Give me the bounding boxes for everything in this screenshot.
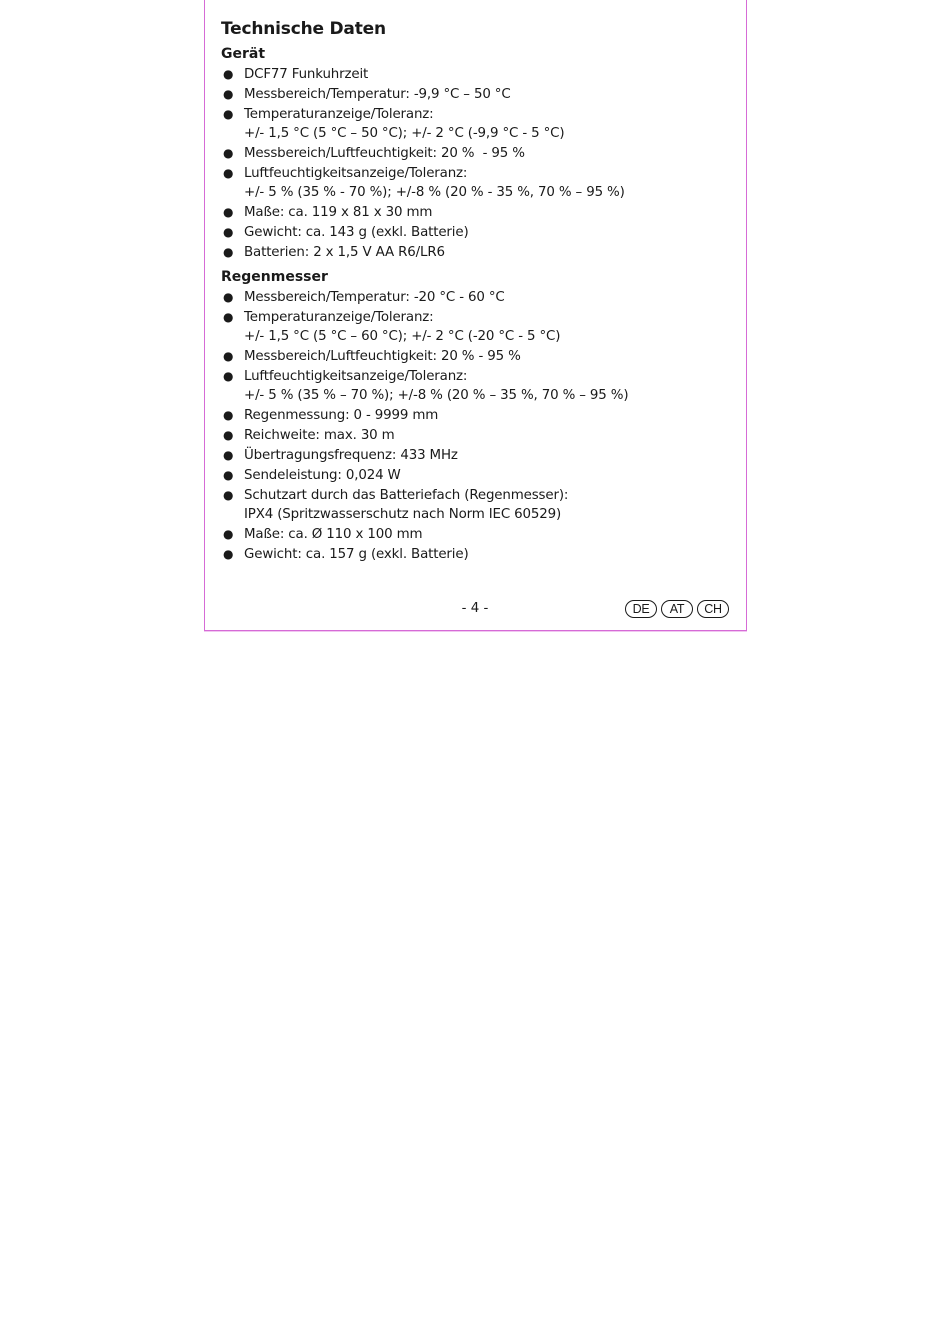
list-item-text: Sendeleistung: 0,024 W <box>244 468 401 483</box>
list-item <box>221 347 731 366</box>
bullet-icon: ● <box>223 67 234 81</box>
page-number: - 4 - <box>461 601 489 616</box>
list-item-text-continued: +/- 5 % (35 % – 70 %); +/-8 % (20 % – 35 %, 70 % – 95 %) <box>244 388 629 403</box>
list-item-text: Maße: ca. Ø 110 x 100 mm <box>244 527 423 542</box>
bullet-icon: ● <box>223 408 234 422</box>
bullet-icon: ● <box>223 448 234 462</box>
bullet-icon: ● <box>223 428 234 442</box>
list-item-text: Schutzart durch das Batteriefach (Regenmesser): <box>244 488 569 503</box>
list-item <box>221 525 731 544</box>
list-item-text: Messbereich/Luftfeuchtigkeit: 20 % - 95 % <box>244 146 525 161</box>
spec-list-regenmesser <box>221 288 731 564</box>
bullet-icon: ● <box>223 146 234 160</box>
list-item <box>221 243 731 262</box>
list-item <box>221 367 731 405</box>
list-item-text: Luftfeuchtigkeitsanzeige/Toleranz: <box>244 166 468 181</box>
bullet-icon: ● <box>223 527 234 541</box>
bullet-icon: ● <box>223 310 234 324</box>
list-item <box>221 446 731 465</box>
section-heading-geraet: Gerät <box>221 46 266 62</box>
bullet-icon: ● <box>223 107 234 121</box>
list-item-text: Regenmessung: 0 - 9999 mm <box>244 408 439 423</box>
list-item-text: Messbereich/Temperatur: -9,9 °C – 50 °C <box>244 87 511 102</box>
document-content <box>221 18 731 565</box>
bullet-icon: ● <box>223 87 234 101</box>
list-item-text: Luftfeuchtigkeitsanzeige/Toleranz: <box>244 369 468 384</box>
bullet-icon: ● <box>223 166 234 180</box>
list-item-text: Maße: ca. 119 x 81 x 30 mm <box>244 205 433 220</box>
list-item <box>221 144 731 163</box>
list-item <box>221 203 731 222</box>
list-item-text: Reichweite: max. 30 m <box>244 428 395 443</box>
list-item <box>221 65 731 84</box>
list-item-text: Messbereich/Luftfeuchtigkeit: 20 % - 95 % <box>244 349 521 364</box>
country-badges <box>625 600 729 618</box>
list-item <box>221 486 731 524</box>
bullet-icon: ● <box>223 488 234 502</box>
bullet-icon: ● <box>223 225 234 239</box>
list-item-text: Temperaturanzeige/Toleranz: <box>244 107 434 122</box>
page-title: Technische Daten <box>221 19 386 39</box>
list-item-text: DCF77 Funkuhrzeit <box>244 67 369 82</box>
country-badge-ch: CH <box>697 600 729 618</box>
list-item <box>221 223 731 242</box>
list-item <box>221 545 731 564</box>
list-item <box>221 85 731 104</box>
bullet-icon: ● <box>223 205 234 219</box>
list-item-text: Temperaturanzeige/Toleranz: <box>244 310 434 325</box>
list-item <box>221 105 731 143</box>
list-item-text-continued: +/- 1,5 °C (5 °C – 60 °C); +/- 2 °C (-20 °C - 5 °C) <box>244 329 561 344</box>
list-item <box>221 288 731 307</box>
country-badge-at: AT <box>661 600 693 618</box>
list-item <box>221 164 731 202</box>
spec-list-geraet <box>221 65 731 262</box>
bullet-icon: ● <box>223 349 234 363</box>
list-item-text: Übertragungsfrequenz: 433 MHz <box>244 448 458 463</box>
list-item-text-continued: IPX4 (Spritzwasserschutz nach Norm IEC 60529) <box>244 507 562 522</box>
list-item <box>221 466 731 485</box>
list-item <box>221 426 731 445</box>
bullet-icon: ● <box>223 245 234 259</box>
bullet-icon: ● <box>223 547 234 561</box>
country-badge-de: DE <box>625 600 657 618</box>
bullet-icon: ● <box>223 290 234 304</box>
list-item <box>221 308 731 346</box>
bullet-icon: ● <box>223 468 234 482</box>
list-item-text: Gewicht: ca. 157 g (exkl. Batterie) <box>244 547 469 562</box>
bullet-icon: ● <box>223 369 234 383</box>
list-item-text-continued: +/- 1,5 °C (5 °C – 50 °C); +/- 2 °C (-9,9 °C - 5 °C) <box>244 126 565 141</box>
list-item-text: Gewicht: ca. 143 g (exkl. Batterie) <box>244 225 469 240</box>
list-item-text: Batterien: 2 x 1,5 V AA R6/LR6 <box>244 245 445 260</box>
list-item-text: Messbereich/Temperatur: -20 °C - 60 °C <box>244 290 505 305</box>
list-item-text-continued: +/- 5 % (35 % - 70 %); +/-8 % (20 % - 35 %, 70 % – 95 %) <box>244 185 625 200</box>
list-item <box>221 406 731 425</box>
section-heading-regenmesser: Regenmesser <box>221 269 328 285</box>
